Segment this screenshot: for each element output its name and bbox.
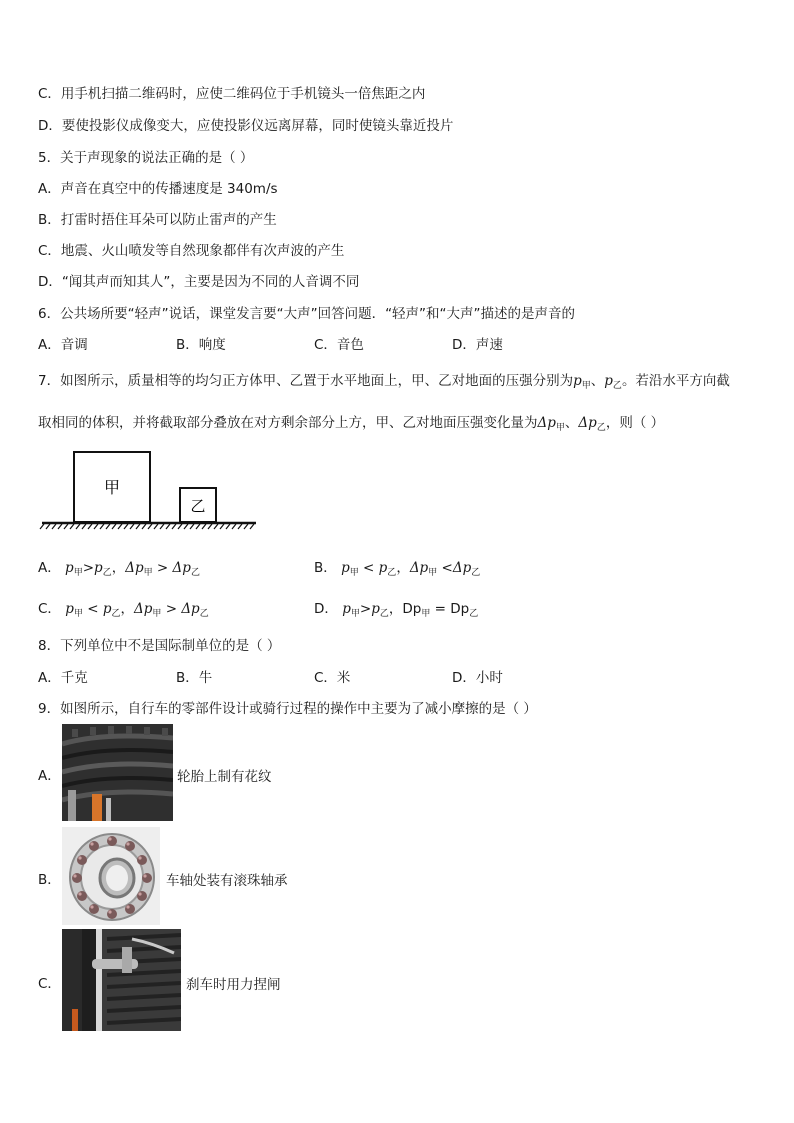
q9-option-c-label: C． (38, 976, 61, 992)
question-7-line2: 取相同的体积，并将截取部分叠放在对方剩余部分上方，甲、乙对地面压强变化量为$\Delta p_甲$、$\Delta p_乙$，则（ ） (38, 415, 665, 433)
question-6: 6．公共场所要“轻声”说话，课堂发言要“大声”回答问题．“轻声”和“大声”描述的是声音的 (38, 306, 576, 322)
q6-option-a: A．音调 (38, 337, 88, 353)
q8-option-c: C．米 (314, 670, 351, 686)
q9-option-b-label: B． (38, 872, 61, 888)
q6-option-c: C．音色 (314, 337, 364, 353)
question-7-line1: 7．如图所示，质量相等的均匀正方体甲、乙置于水平地面上，甲、乙对地面的压强分别为$p_甲$、$p_乙$。若沿水平方向截 (38, 373, 730, 391)
question-5: 5．关于声现象的说法正确的是（ ） (38, 150, 254, 166)
brake-photo (62, 929, 181, 1031)
cube-jia-label: 甲 (103, 478, 121, 497)
q6-option-b: B．响度 (176, 337, 226, 353)
cubes-figure (38, 448, 260, 534)
question-8: 8．下列单位中不是国际制单位的是（ ） (38, 638, 281, 654)
q8-option-b: B．牛 (176, 670, 213, 686)
option-d-prev: D．要使投影仪成像变大，应使投影仪远离屏幕，同时使镜头靠近投片 (38, 118, 454, 134)
q5-option-d: D．“闻其声而知其人”，主要是因为不同的人音调不同 (38, 274, 360, 290)
q5-option-a: A．声音在真空中的传播速度是 340m/s (38, 181, 278, 197)
q9-option-c-caption: 刹车时用力捏闸 (186, 977, 281, 993)
q8-option-d: D．小时 (452, 670, 503, 686)
ball-bearing-photo (62, 827, 160, 925)
cube-yi-label: 乙 (190, 497, 206, 515)
q5-option-b: B．打雷时捂住耳朵可以防止雷声的产生 (38, 212, 277, 228)
q7-option-a: A． $p_甲>p_乙$，$\Delta p_甲 > \Delta p_乙$ (38, 560, 200, 578)
q7-option-d: D． $p_甲>p_乙$，$Dp_甲 = Dp_乙$ (314, 601, 479, 619)
q6-option-d: D．声速 (452, 337, 503, 353)
q9-option-b-caption: 车轴处装有滚珠轴承 (166, 873, 288, 889)
q8-option-a: A．千克 (38, 670, 88, 686)
q9-option-a-label: A． (38, 768, 61, 784)
option-c-prev: C．用手机扫描二维码时，应使二维码位于手机镜头一倍焦距之内 (38, 86, 426, 102)
q5-option-c: C．地震、火山喷发等自然现象都伴有次声波的产生 (38, 243, 345, 259)
question-9: 9．如图所示，自行车的零部件设计或骑行过程的操作中主要为了减小摩擦的是（ ） (38, 701, 537, 717)
tire-tread-photo (62, 724, 173, 821)
ground-hatching (40, 524, 254, 529)
q7-option-c: C． $p_甲 < p_乙$，$\Delta p_甲 > \Delta p_乙$ (38, 601, 209, 619)
q9-option-a-caption: 轮胎上制有花纹 (177, 769, 272, 785)
q7-option-b: B． $p_甲 < p_乙$，$\Delta p_甲 <\Delta p_乙$ (314, 560, 481, 578)
